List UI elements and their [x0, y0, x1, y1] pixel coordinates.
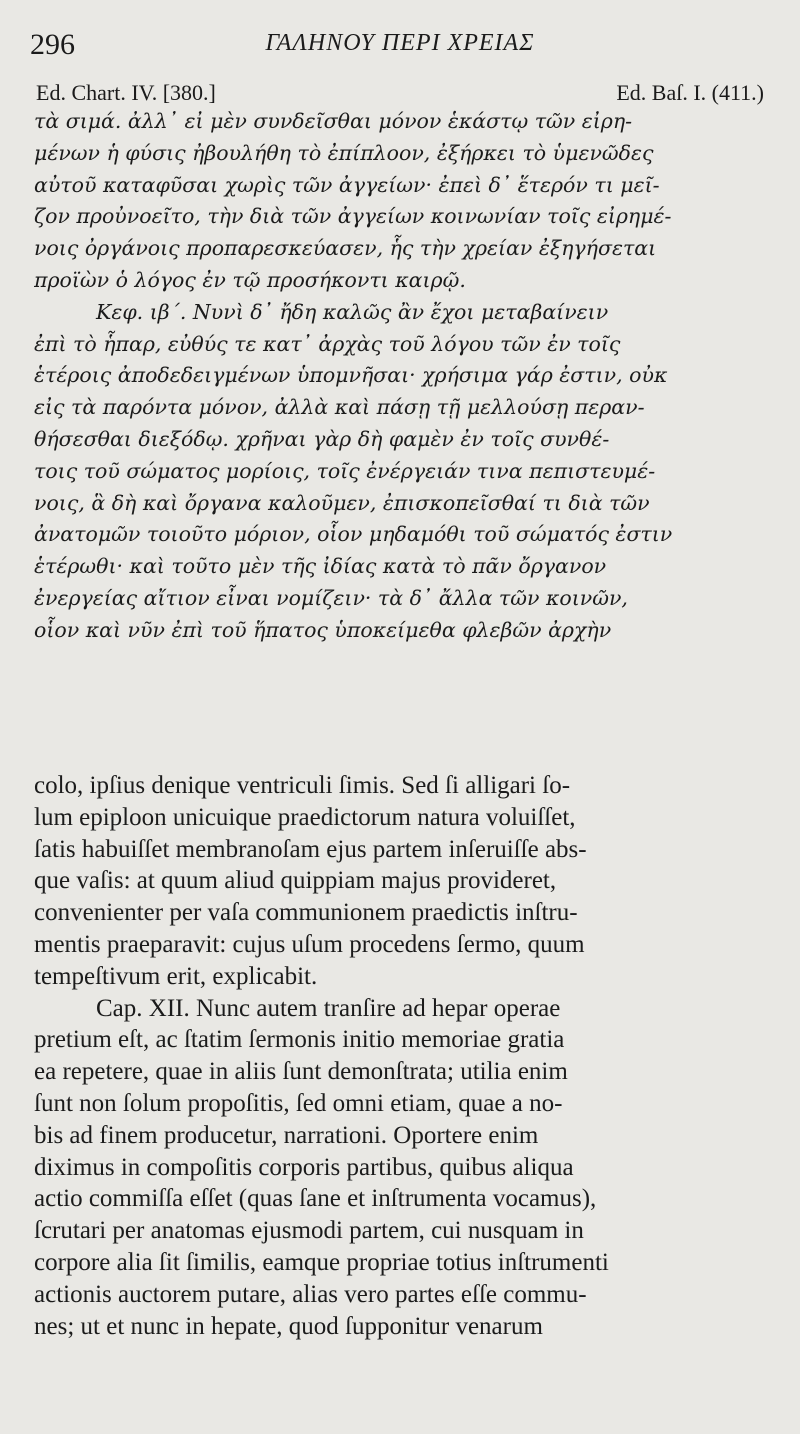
latin-line: bis ad finem producetur, narrationi. Oportere enim	[34, 1121, 539, 1149]
latin-line: mentis praeparavit: cujus uſum procedens ſermo, quum	[34, 930, 585, 958]
greek-line: ζον προὐνοεῖτο, τὴν διὰ τῶν ἀγγείων κοινωνίαν τοῖς εἰρημέ-	[34, 204, 672, 229]
greek-line: οἷον καὶ νῦν ἐπὶ τοῦ ἥπατος ὑποκείμεθα φλεβῶν ἀρχὴν	[34, 617, 612, 642]
edition-reference-right: Ed. Baſ. I. (411.)	[616, 80, 764, 105]
latin-line: corpore alia ſit ſimilis, eamque propriae totius inſtrumenti	[34, 1248, 609, 1276]
greek-line: εἰς τὰ παρόντα μόνον, ἀλλὰ καὶ πάσῃ τῇ μελλούσῃ περαν-	[34, 395, 645, 420]
greek-line: ἀνατομῶν τοιοῦτο μόριον, οἷον μηδαμόθι τοῦ σώματός ἐστιν	[34, 522, 673, 547]
latin-line: lum epiploon unicuique praedictorum natura voluiſſet,	[34, 803, 576, 831]
greek-text-block	[34, 106, 768, 647]
latin-line: nes; ut et nunc in hepate, quod ſupponitur venarum	[34, 1312, 543, 1340]
latin-line: convenienter per vaſa communionem praedictis inſtru-	[34, 899, 578, 927]
latin-line: que vaſis: at quum aliud quippiam majus provideret,	[34, 867, 557, 895]
latin-line: actio commiſſa eſſet (quas ſane et inſtrumenta vocamus),	[34, 1185, 597, 1213]
greek-line: θήσεσθαι διεξόδῳ. χρῆναι γὰρ δὴ φαμὲν ἐν τοῖς συνθέ-	[34, 426, 610, 451]
greek-line: τὰ σιμά. ἀλλ᾽ εἰ μὲν συνδεῖσθαι μόνον ἑκάστῳ τῶν εἰρη-	[34, 109, 633, 133]
running-title: ΓΑΛΗΝΟΥ ΠΕΡΙ ΧΡΕΙΑΣ	[265, 30, 535, 56]
latin-line: ea repetere, quae in aliis ſunt demonſtrata; utilia enim	[34, 1058, 568, 1086]
page-number: 296	[30, 28, 75, 61]
latin-line: actionis auctorem putare, alias vero partes eſſe commu-	[34, 1280, 587, 1308]
latin-line: colo, ipſius denique ventriculi ſimis. Sed ſi alligari ſo-	[34, 772, 571, 799]
greek-line: ἑτέρωθι· καὶ τοῦτο μὲν τῆς ἰδίας κατὰ τὸ πᾶν ὄργανον	[34, 554, 607, 579]
latin-text-block	[34, 770, 768, 1342]
latin-line: diximus in compoſitis corporis partibus, quibus aliqua	[34, 1153, 574, 1181]
greek-line: νοις, ἃ δὴ καὶ ὄργανα καλοῦμεν, ἐπισκοπεῖσθαί τι διὰ τῶν	[34, 490, 650, 515]
greek-chapter-heading-line: Κεφ. ιβ΄. Νυνὶ δ᾽ ἤδη καλῶς ἂν ἔχοι μεταβαίνειν	[96, 299, 609, 324]
greek-line: ἐπὶ τὸ ἧπαρ, εὐθύς τε κατ᾽ ἀρχὰς τοῦ λόγου τῶν ἐν τοῖς	[34, 331, 621, 356]
latin-chapter-heading-line: Cap. XII. Nunc autem tranſire ad hepar operae	[96, 994, 561, 1022]
latin-line: ſatis habuiſſet membranoſam ejus partem inſeruiſſe abs-	[34, 835, 587, 863]
latin-line: tempeſtivum erit, explicabit.	[34, 962, 318, 990]
greek-line: μένων ἡ φύσις ἠβουλήθη τὸ ἐπίπλοον, ἐξήρκει τὸ ὑμενῶδες	[34, 140, 654, 165]
edition-reference-left: Ed. Chart. IV. [380.]	[36, 80, 216, 105]
latin-line: ſcrutari per anatomas ejusmodi partem, cui nusquam in	[34, 1217, 584, 1245]
greek-line: ἐνεργείας αἴτιον εἶναι νομίζειν· τὰ δ᾽ ἄλλα τῶν κοινῶν,	[34, 585, 628, 610]
latin-line: pretium eſt, ac ſtatim ſermonis initio memoriae gratia	[34, 1026, 565, 1054]
greek-line: τοις τοῦ σώματος μορίοις, τοῖς ἐνέργειάν τινα πεπιστευμέ-	[34, 458, 656, 483]
latin-line: ſunt non ſolum propoſitis, ſed omni etiam, quae a no-	[34, 1089, 563, 1117]
greek-line: νοις ὀργάνοις προπαρεσκεύασεν, ἧς τὴν χρείαν ἐξηγήσεται	[34, 236, 657, 261]
greek-line: προϊὼν ὁ λόγος ἐν τῷ προσήκοντι καιρῷ.	[34, 267, 466, 292]
greek-line: ἑτέροις ἀποδεδειγμένων ὑπομνῆσαι· χρήσιμα γάρ ἐστιν, οὐκ	[34, 363, 668, 388]
greek-line: αὐτοῦ καταφῦσαι χωρὶς τῶν ἀγγείων· ἐπεὶ δ᾽ ἕτερόν τι μεῖ-	[34, 172, 660, 197]
